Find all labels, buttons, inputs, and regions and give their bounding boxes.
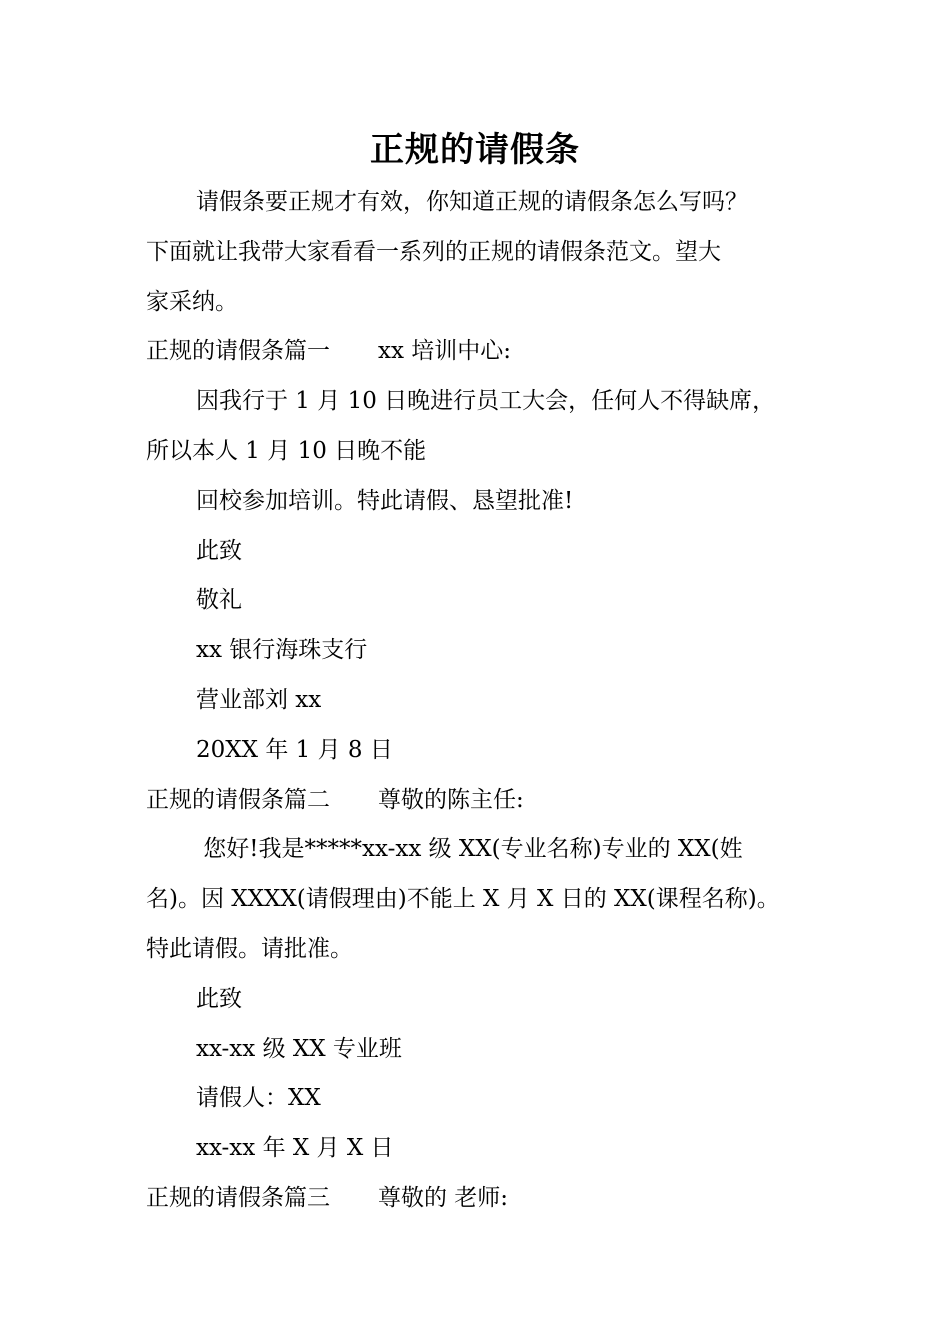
section1-signature-org: xx 银行海珠支行 [196,637,368,664]
section2-date: xx-xx 年 X 月 X 日 [196,1135,394,1162]
intro-line-3: 家采纳。 [146,288,238,315]
document-title: 正规的请假条 [370,130,580,170]
section2-body-line-3: 特此请假。请批准。 [146,935,353,962]
section1-body-line-2: 所以本人 1 月 10 日晚不能 [146,437,427,464]
intro-line-1: 请假条要正规才有效，你知道正规的请假条怎么写吗？ [196,189,748,215]
section2-closing-1: 此致 [196,985,242,1012]
section2-heading: 正规的请假条篇二 [146,786,330,813]
section1-closing-1: 此致 [196,537,242,564]
section2-signature-name: 请假人：XX [196,1085,321,1112]
document-body [146,178,818,1224]
section2-body-line-1: 您好!我是*****xx-xx 级 XX(专业名称)专业的 XX(姓 [196,836,743,863]
section1-recipient: xx 培训中心: [378,338,512,365]
section1-date: 20XX 年 1 月 8 日 [196,736,393,763]
section1-request: 回校参加培训。特此请假、恳望批准! [196,487,574,514]
intro-line-2: 下面就让我带大家看看一系列的正规的请假条范文。望大 [146,238,721,265]
section3-recipient: 尊敬的 老师: [378,1184,509,1211]
section2-body-line-2: 名)。因 XXXX(请假理由)不能上 X 月 X 日的 XX(课程名称)。 [146,886,780,913]
section3-heading: 正规的请假条篇三 [146,1184,330,1211]
section1-heading-line [146,327,818,377]
section1-heading: 正规的请假条篇一 [146,338,330,365]
section3-heading-line [146,1174,818,1224]
section2-recipient: 尊敬的陈主任: [378,786,524,813]
section2-heading-line [146,776,818,826]
section1-body-line-1: 因我行于 1 月 10 日晚进行员工大会，任何人不得缺席， [196,388,776,415]
section1-signature-name: 营业部刘 xx [196,686,322,713]
section2-signature-class: xx-xx 级 XX 专业班 [196,1035,402,1062]
section1-closing-2: 敬礼 [196,587,242,614]
